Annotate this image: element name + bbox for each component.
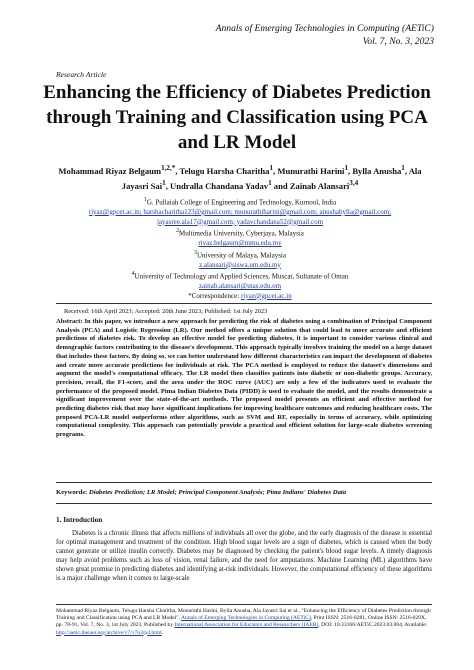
author-name: Ala Jayasri Sai	[121, 165, 422, 192]
author-mark: 1	[344, 164, 349, 172]
author-mark: 1	[162, 179, 166, 188]
affiliation-3: University of Malaya, Malaysia	[196, 250, 286, 259]
author-mark: 1,2,*	[161, 164, 176, 172]
citation-footer	[56, 608, 432, 637]
abstract-text: In this paper, we introduce a new approach for predicting the risk of diabetes using a combination of Principal Component Analysis (PCA) and Logistic Regression (LR). Our method offers a unique solution that could lead to more accurate and efficient predictions of diabetes risk. To develop an effective model for predicting diabetes, it is important to consider various clinical and demographic factors contributing to the disease's development. This approach typically involves training the model on a large dataset that includes these factors. By doing so, we can better understand how different characteristics can impact the development of diabetes and create more accurate predictions for individuals at risk. The PCA method is employed to reduce the dataset's dimensions and augment the model's computational efficacy. The LR model then classifies patients into diabetic or non-diabetic groups. Accuracy, precision, recall, the F1-score, and the area under the ROC curve (AUC) are only a few of the indicators used to evaluate the performance of the proposed model. Pima Indian Diabetes Data (PIDD) is used to evaluate the model, and the results demonstrate a significant improvement over the state-of-the-art methods. The proposed model presents an efficient and effective method for predicting diabetes risk that may have significant implications for improving healthcare outcomes and reducing healthcare costs. The proposed PCA-LR model outperforms other algorithms, such as SVM and RF, especially in terms of accuracy, while optimizing computational complexity. This approach can potentially provide a practical and efficient solution for large-scale diabetes screening programs.	[56, 318, 432, 439]
citation-end: .	[161, 629, 164, 636]
keywords-text: Diabetes Prediction; LR Model; Principal Component Analysis; Pima Indians' Diabetes Data	[87, 489, 347, 496]
citation-text: Mohammad Riyaz Belgaum, Telugu Harsha Charitha, Munurathi Harini, Bylla Anusha, Ala Jayasri Sai et al., "Enhancing the Efficiency of Diabetes Prediction through Training and Classification using PCA and LR Model",	[56, 608, 431, 622]
author-name: Zainab Alansari	[289, 181, 350, 192]
affiliations: $^1$G. Pullaiah College of Engineering and Technology, Kurnool, India riyaz@gpcet.ac.in; harshacharitha123@gmail.com; munurathiharini@gmail.com; anushabylla@gmail.com; jayasree.ala17@gmail.com; yadavchandana52@gmail.com $^2$Multimedia University, Cyberjaya, Malaysia riyaz.belgaum@mmu.edu.my $^3$University of Malaya, Malaysia z.alansari@siswa.um.edu.my $^4$University of Technology and Applied Sciences, Muscat, Sultanate of Oman zainab.alansari@utas.edu.om *Correspondence: riyaz@gpcet.ac.in	[50, 196, 430, 301]
affiliation-2: Multimedia University, Cyberjaya, Malaysia	[178, 229, 304, 238]
divider	[56, 503, 432, 504]
keywords-label: Keywords:	[56, 489, 88, 496]
journal-header	[216, 22, 434, 48]
author-mark: 3,4	[349, 179, 359, 188]
paper-title: Enhancing the Efficiency of Diabetes Prediction through Training and Classification using PCA and LR Model	[43, 82, 431, 153]
journal-link[interactable]: Annals of Emerging Technologies in Computing (AETiC)	[181, 615, 311, 622]
affiliation-4-email[interactable]: zainab.alansari@utas.edu.om	[198, 282, 282, 291]
introduction-text: Diabetes is a chronic illness that affects millions of individuals all over the globe, and the early diagnosis of the disease is essential for optimal management and treatment of the condition. High blood sugar levels are a sign of diabetes, which is caused when the body cannot generate or utilize insulin correctly. Diabetes may be diagnosed by checking the patient's blood sugar levels. A timely diagnosis may help avoid problems such as loss of vision, renal failure, and the need for amputations. Machine Learning (ML) algorithms have shown great promise in predicting diabetes and identifying at-risk individuals. However, the computational efficiency of these algorithms is a major challenge when it comes to large-scale	[56, 530, 432, 583]
journal-volume: Vol. 7, No. 3, 2023	[362, 36, 434, 47]
abstract-label: Abstract:	[56, 318, 83, 325]
correspondence-label: *Correspondence:	[188, 291, 241, 300]
divider	[56, 604, 432, 605]
article-type: Research Article	[56, 70, 107, 79]
affiliation-1-emails-cont[interactable]: jayasree.ala17@gmail.com; yadavchandana52@gmail.com	[156, 217, 324, 226]
affiliation-3-email[interactable]: z.alansari@siswa.um.edu.my	[199, 260, 281, 269]
journal-name: Annals of Emerging Technologies in Computing (AETiC)	[215, 23, 434, 34]
author-name: Munurathi Harini	[277, 165, 345, 176]
section-heading: 1. Introduction	[56, 516, 103, 524]
author-list: Mohammad Riyaz Belgaum$^{1,2,*}$, Telugu Harsha Charitha$^1$, Munurathi Harini$^1$, Bylla Anusha$^1$, Ala Jayasri Sai$^1$, Undralla Chandana Yadav$^1$ and Zainab Alansari$^{3,4}$	[58, 164, 422, 192]
author-mark: 1	[268, 179, 272, 188]
author-name: Mohammad Riyaz Belgaum	[58, 165, 162, 176]
citation-mid: , Print ISSN: 2516-0281, Online ISSN: 2516-029X, pp. 78-91, Vol. 7, No. 3, 1st July 2023, Published by	[56, 615, 427, 629]
affiliation-2-email[interactable]: riyaz.belgaum@mmu.edu.my	[198, 239, 282, 248]
author-name: Telugu Harsha Charitha	[179, 165, 270, 176]
citation-doi: , DOI: 10.33166/AETiC.2023.03.004, Available:	[318, 622, 428, 629]
publisher-link[interactable]: International Association for Educators and Researchers (IAER)	[174, 622, 319, 629]
publication-dates: Received: 16th April 2023; Accepted: 20th June 2023; Published: 1st July 2023	[64, 308, 268, 315]
author-name: Bylla Anusha	[352, 165, 402, 176]
affiliation-4: University of Technology and Applied Sciences, Muscat, Sultanate of Oman	[134, 272, 349, 281]
affiliation-1-emails[interactable]: riyaz@gpcet.ac.in; harshacharitha123@gmail.com; munurathiharini@gmail.com; anushabylla@gmail.com;	[88, 207, 392, 216]
abstract	[56, 318, 432, 440]
keywords	[56, 489, 432, 496]
author-mark: 1	[401, 164, 405, 172]
author-name: Undralla Chandana Yadav	[170, 181, 269, 192]
divider	[56, 303, 432, 304]
article-url-link[interactable]: http://aetic.theiaer.org/archive/v7/v7n3/p4.html	[56, 629, 162, 636]
affiliation-1: G. Pullaiah College of Engineering and Technology, Kurnool, India	[146, 198, 337, 207]
divider	[56, 482, 432, 483]
author-mark: 1	[269, 164, 274, 172]
correspondence-email[interactable]: riyaz@gpcet.ac.in	[240, 291, 292, 300]
